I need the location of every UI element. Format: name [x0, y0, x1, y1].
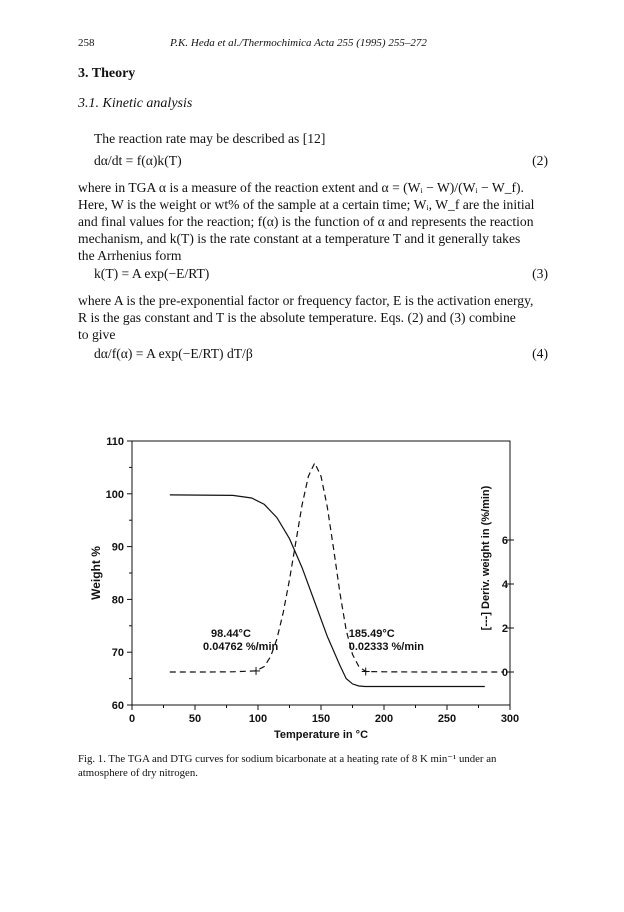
annotation-label: 0.02333 %/min	[348, 641, 424, 653]
equation-expression: dα/f(α) = A exp(−E/RT) dT/β	[94, 346, 253, 361]
y-tick-label: 110	[106, 436, 124, 448]
y2-tick-label: 2	[501, 623, 508, 635]
x-tick-label: 150	[311, 713, 331, 725]
equation-number: (2)	[532, 153, 548, 168]
x-tick-label: 300	[500, 713, 520, 725]
annotation-label: 98.44°C	[211, 628, 251, 640]
text-line: to give	[78, 327, 116, 342]
equation-expression: dα/dt = f(α)k(T)	[94, 153, 182, 168]
text-line: Here, W is the weight or wt% of the sample at a certain time; Wᵢ, W_f are the initial	[78, 197, 535, 212]
text-line: where in TGA α is a measure of the reaction extent and α = (Wᵢ − W)/(Wᵢ − W_f).	[78, 180, 524, 195]
x-axis-label: Temperature in °C	[273, 729, 369, 741]
y2-tick-label: 0	[501, 667, 508, 679]
text-line: and final values for the reaction; f(α) is the function of α and represents the reaction	[78, 214, 534, 229]
page-number: 258	[78, 37, 95, 49]
x-tick-label: 100	[248, 713, 268, 725]
text-line: The reaction rate may be described as [12]	[94, 131, 326, 146]
text-line: mechanism, and k(T) is the rate constant at a temperature T and it generally takes	[78, 231, 521, 246]
subsection-heading: 3.1. Kinetic analysis	[78, 96, 193, 111]
y-tick-label: 60	[111, 700, 124, 712]
plot-frame	[132, 441, 510, 705]
text-line: where A is the pre-exponential factor or frequency factor, E is the activation energy,	[78, 293, 534, 308]
y2-axis-label: [---] Deriv. weight in (%/min)	[480, 485, 492, 631]
y-axis-label: Weight %	[89, 546, 103, 600]
equation-number: (4)	[532, 346, 548, 361]
equation-number: (3)	[532, 266, 548, 281]
y-tick-label: 100	[105, 488, 124, 501]
x-tick-label: 50	[188, 713, 202, 725]
text-line: R is the gas constant and T is the absolute temperature. Eqs. (2) and (3) combine	[78, 310, 516, 325]
y-tick-label: 70	[111, 647, 124, 660]
y2-tick-label: 6	[501, 535, 508, 547]
x-tick-label: 200	[374, 713, 394, 725]
annotation-label: 0.04762 %/min	[203, 641, 279, 653]
x-tick-label: 250	[437, 713, 457, 725]
y-tick-label: 90	[111, 541, 124, 554]
equation-expression: k(T) = A exp(−E/RT)	[94, 266, 210, 281]
text-line: the Arrhenius form	[78, 248, 182, 263]
section-heading: 3. Theory	[78, 66, 136, 81]
y2-tick-label: 4	[501, 579, 508, 591]
annotation-label: 185.49°C	[348, 628, 395, 640]
tga-curve	[170, 495, 485, 687]
y-tick-label: 80	[111, 594, 124, 607]
x-tick-label: 0	[128, 713, 136, 725]
running-title: P.K. Heda et al./Thermochimica Acta 255 (1995) 255–272	[170, 37, 427, 49]
figure-caption: Fig. 1. The TGA and DTG curves for sodium bicarbonate at a heating rate of 8 K min⁻¹ under an atmosphere of dry nitrogen.	[78, 753, 497, 779]
